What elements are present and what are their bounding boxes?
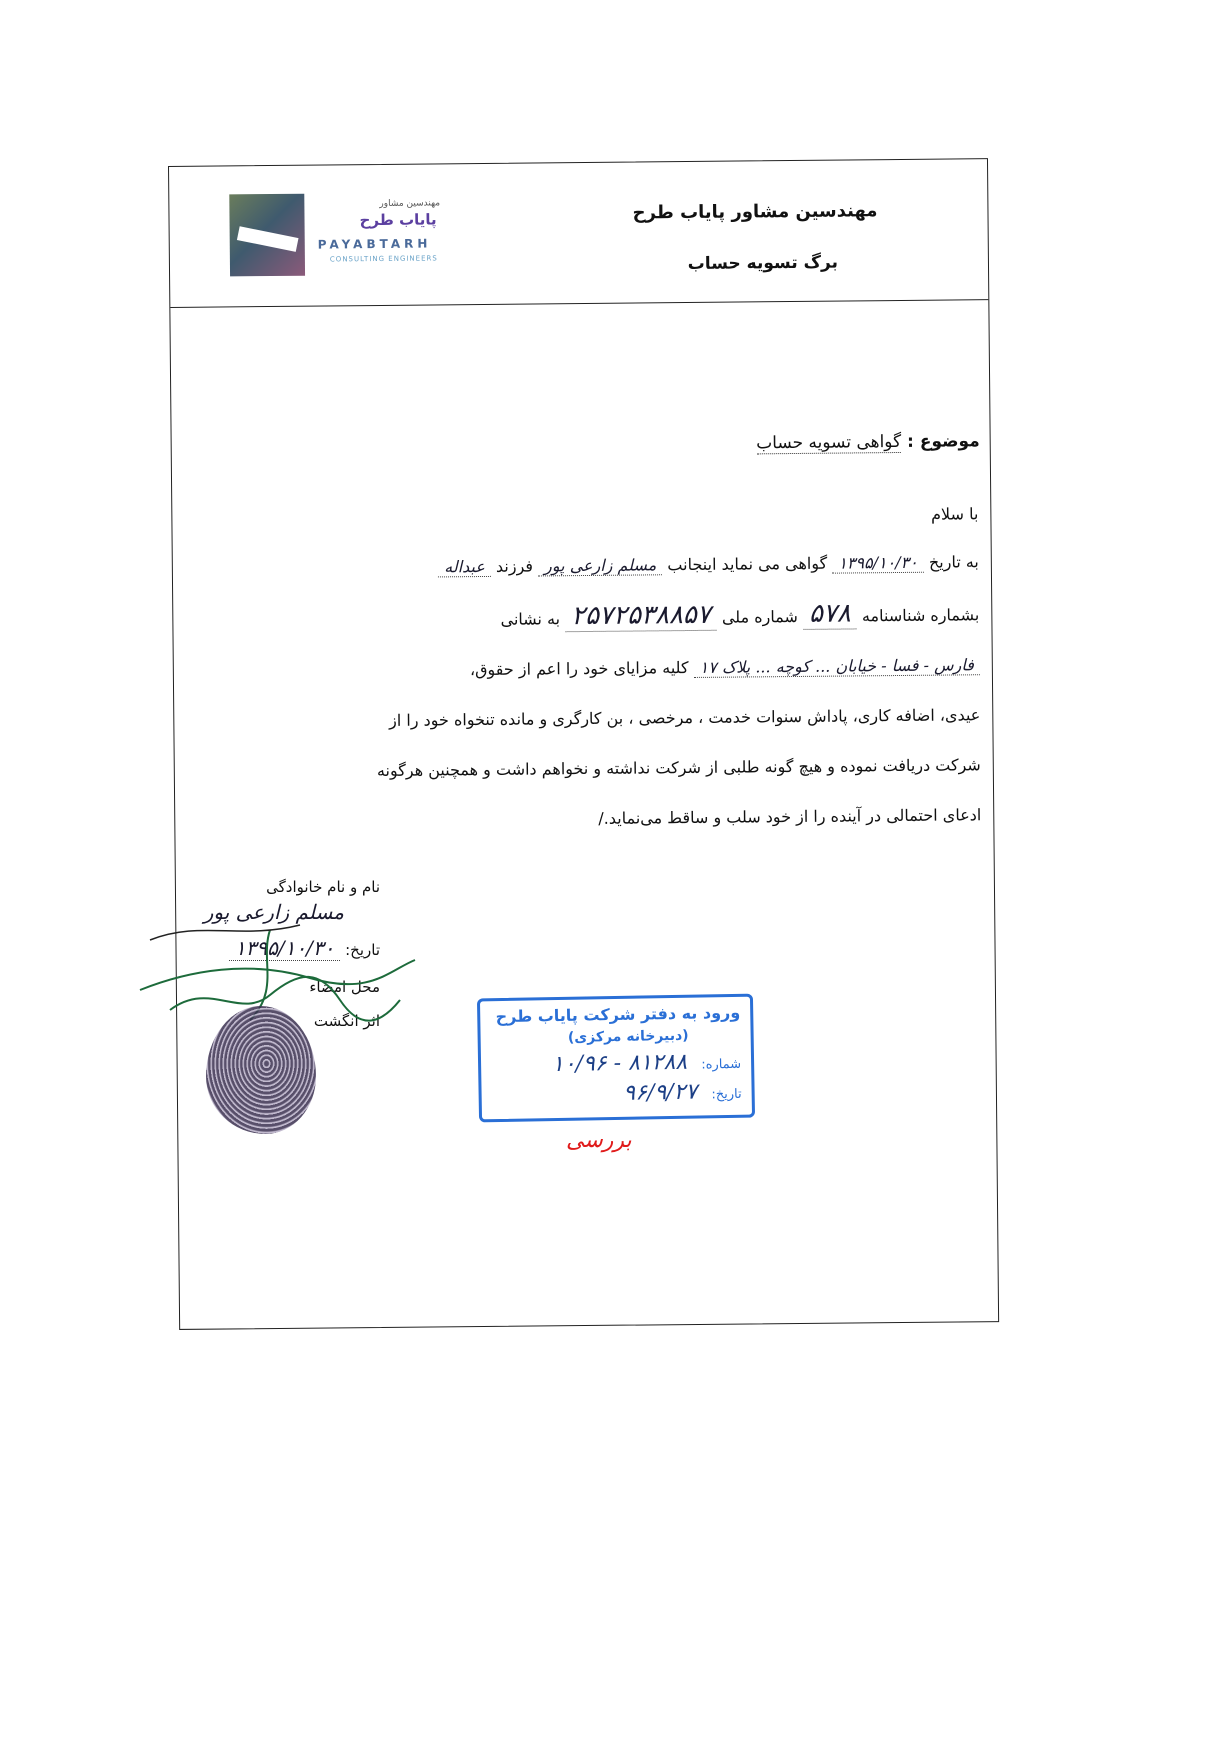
- fingerprint-icon: [206, 1006, 316, 1134]
- salutation: با سلام: [931, 504, 979, 524]
- red-annotation: بررسی: [566, 1128, 632, 1153]
- handwritten-father-name: عبداله: [438, 557, 491, 578]
- logo-tagline: CONSULTING ENGINEERS: [329, 254, 438, 264]
- body-text: به تاریخ: [928, 552, 979, 572]
- name-label: نام و نام خانوادگی: [266, 878, 380, 896]
- body-text: ادعای احتمالی در آینده را از خود سلب و ساقط می‌نماید./: [598, 805, 982, 828]
- subject-value: گواهی تسویه حساب: [756, 431, 902, 454]
- handwritten-signer-date: ۱۳۹۵/۱۰/۳۰: [229, 936, 340, 961]
- logo-english-name: PAYABTARH: [317, 236, 432, 252]
- handwritten-date: ۱۳۹۵/۱۰/۳۰: [832, 553, 924, 574]
- handwritten-national-id: ۲۵۷۲۵۳۸۸۵۷: [565, 600, 717, 632]
- signature-place-label: محل امضاء: [309, 978, 380, 996]
- body-text: بشماره شناسنامه: [861, 605, 980, 626]
- body-text: شماره ملی: [721, 606, 798, 627]
- stamp-date-value: ۹۶/۹/۲۷: [623, 1079, 698, 1106]
- certificate-body: [219, 537, 982, 847]
- body-text: به نشانی: [500, 609, 561, 629]
- fingerprint-label: اثر انگشت: [313, 1012, 380, 1030]
- logo-mark-icon: [229, 194, 305, 277]
- handwritten-address: فارس - فسا - خیابان ... کوچه ... پلاک ۱۷: [694, 655, 980, 678]
- body-text: کلیه مزایای خود را اعم از حقوق،: [469, 658, 689, 680]
- handwritten-signer-name: مسلم زارعی پور: [203, 900, 344, 924]
- company-name: مهندسین مشاور پایاب طرح: [632, 200, 878, 224]
- company-logo: [229, 192, 490, 284]
- stamp-subtitle: (دبیرخانه مرکزی): [567, 1027, 689, 1046]
- date-label: تاریخ: ۱۳۹۵/۱۰/۳۰: [229, 936, 380, 960]
- stamp-date-row: تاریخ: ۹۶/۹/۲۷: [623, 1079, 742, 1106]
- body-text: فرزند: [495, 556, 534, 576]
- stamp-number-value: ۸۱۲۸۸ - ۱۰/۹۶: [551, 1049, 688, 1078]
- subject-label: موضوع :: [906, 431, 980, 452]
- subject-line: [756, 431, 980, 453]
- logo-persian-name: پایاب طرح: [359, 210, 437, 230]
- form-title: برگ تسویه حساب: [687, 252, 839, 275]
- body-text: گواهی می نماید اینجانب: [667, 553, 828, 575]
- stamp-title: ورود به دفتر شرکت پایاب طرح: [495, 1002, 741, 1027]
- header-divider: [170, 299, 988, 308]
- registry-stamp: [477, 994, 755, 1123]
- stamp-number-row: شماره: ۸۱۲۸۸ - ۱۰/۹۶: [551, 1049, 742, 1078]
- handwritten-id-number: ۵۷۸: [803, 598, 857, 630]
- logo-small-text: مهندسین مشاور: [379, 198, 441, 209]
- body-text: عیدی، اضافه کاری، پاداش سنوات خدمت ، مرخصی ، بن کارگری و مانده تنخواه خود را از: [388, 705, 981, 730]
- handwritten-name: مسلم زارعی پور: [538, 555, 662, 576]
- body-text: شرکت دریافت نموده و هیچ گونه طلبی از شرکت نداشته و نخواهم داشت و همچنین هرگونه: [376, 755, 981, 781]
